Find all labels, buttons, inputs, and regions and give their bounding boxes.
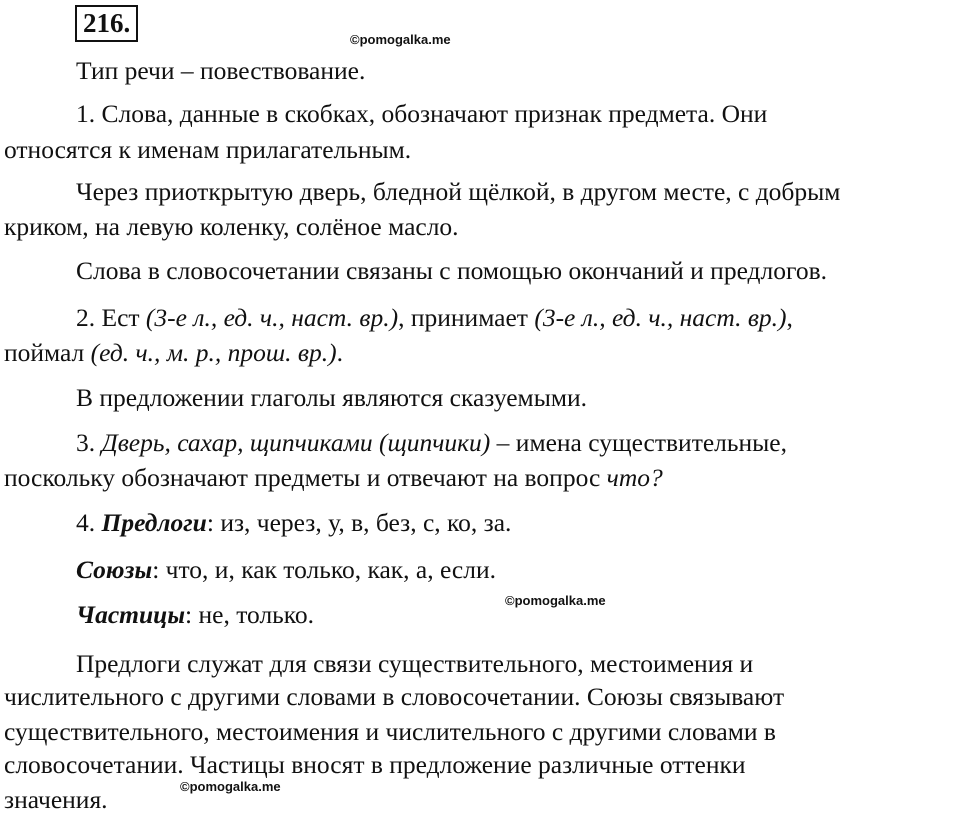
paragraph-3-line: Слова в словосочетании связаны с помощью окончаний и предлогов. [76,256,827,285]
question-word: что? [606,463,663,492]
watermark: ©pomogalka.me [350,32,451,47]
paragraph-10-line: Предлоги служат для связи существительного, местоимения и [76,649,754,678]
text-run: 3. [76,428,102,457]
paragraph-2-line: криком, на левую коленку, солёное масло. [4,212,459,241]
paragraph-2-line: Через приоткрытую дверь, бледной щёлкой, в другом месте, с добрым [76,177,841,206]
conjunctions-heading: Союзы [76,555,153,584]
prepositions-line [76,507,511,539]
verbs-line [4,337,343,369]
text-run: , [786,303,793,332]
paragraph-1-line: 1. Слова, данные в скобках, обозначают признак предмета. Они [76,99,768,128]
paragraph-10-line: числительного с другими словами в словосочетании. Союзы связывают [4,682,785,711]
text-run: 2. Ест [76,303,146,332]
paragraph-10-line: существительного, местоимения и числительного с другими словами в [4,717,776,746]
grammar-note: (ед. ч., м. р., прош. вр.) [90,338,337,367]
nouns-line [4,462,663,494]
exercise-number: 216. [75,5,138,42]
particles-heading: Частицы [76,600,186,629]
text-run: – имена существительные, [490,428,787,457]
paragraph-10-line: словосочетании. Частицы вносят в предложение различные оттенки [4,750,746,779]
text-run: . [336,338,343,367]
text-run: поскольку обозначают предметы и отвечают на вопрос [4,463,607,492]
text-run: , принимает [398,303,535,332]
paragraph-10-line: значения. [4,785,108,814]
text-run: : не, только. [185,600,315,629]
verbs-line [76,302,793,334]
watermark: ©pomogalka.me [180,779,281,794]
text-run: : из, через, у, в, без, с, ко, за. [206,508,512,537]
grammar-note: (3-е л., ед. ч., наст. вр.) [534,303,787,332]
text-run: : что, и, как только, как, а, если. [152,555,496,584]
text-run: поймал [4,338,91,367]
paragraph-5-line: В предложении глаголы являются сказуемыми. [76,383,587,412]
nouns-line [76,427,787,459]
text-run: 4. [76,508,102,537]
prepositions-heading: Предлоги [101,508,207,537]
conjunctions-line [76,554,496,586]
paragraph-1-line: относятся к именам прилагательным. [4,135,412,164]
watermark: ©pomogalka.me [505,593,606,608]
speech-type-line: Тип речи – повествование. [76,56,366,85]
nouns-list: Дверь, сахар, щипчиками (щипчики) [101,428,491,457]
grammar-note: (3-е л., ед. ч., наст. вр.) [145,303,399,332]
particles-line [76,599,314,631]
